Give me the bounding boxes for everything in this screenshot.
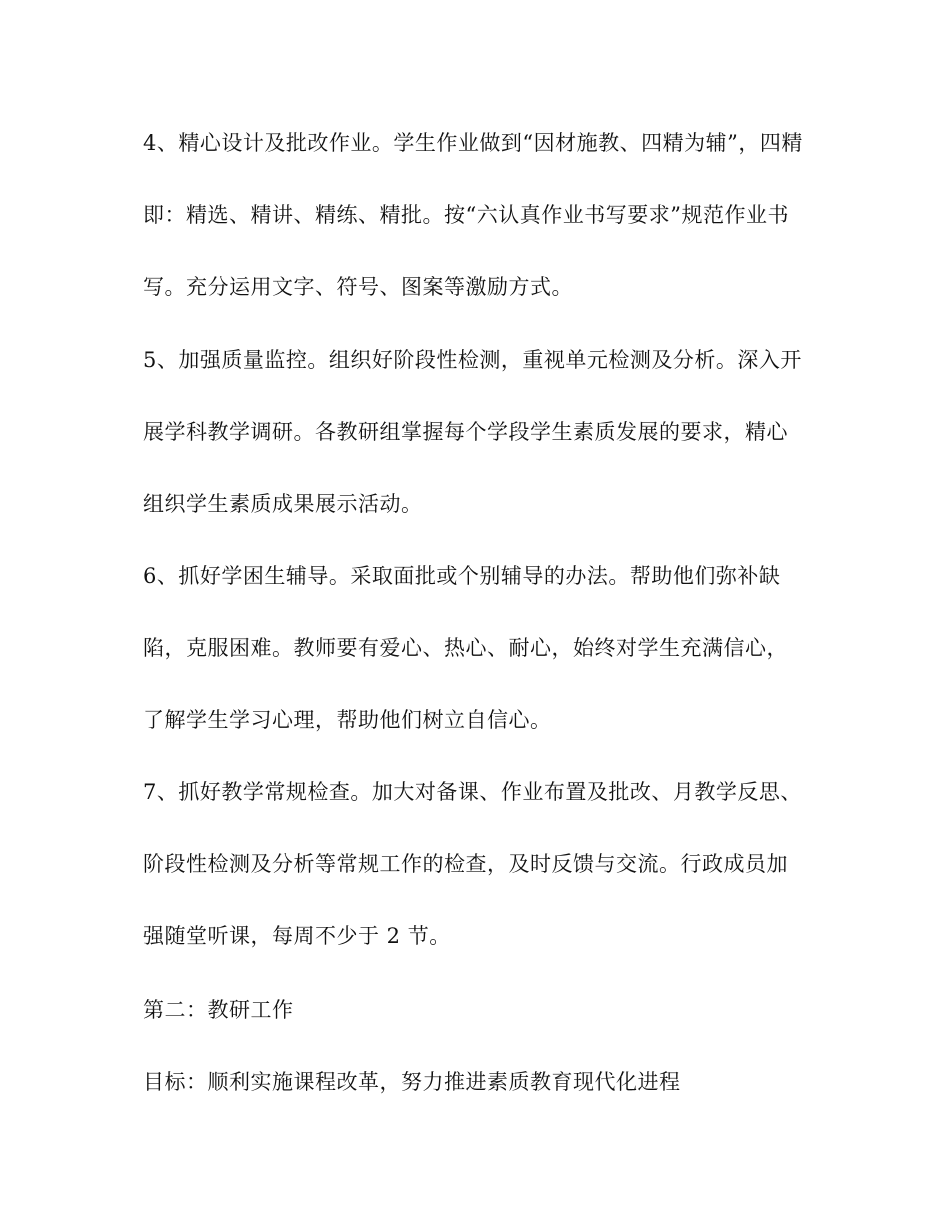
text-line-9: 了解学生学习心理，帮助他们树立自信心。 [143,708,552,732]
text-line-2: 即：精选、精讲、精练、精批。按“六认真作业书写要求”规范作业书 [143,203,789,227]
text-line-5: 展学科教学调研。各教研组掌握每个学段学生素质发展的要求，精心 [143,420,788,444]
section-heading: 第二：教研工作 [143,998,294,1022]
text-line-12: 强随堂听课，每周不少于 2 节。 [143,924,451,948]
text-line-7: 6、抓好学困生辅导。采取面批或个别辅导的办法。帮助他们弥补缺 [143,564,781,588]
text-line-6: 组织学生素质成果展示活动。 [143,492,423,516]
section-goal: 目标：顺利实施课程改革，努力推进素质教育现代化进程 [143,1070,681,1094]
text-line-1: 4、精心设计及批改作业。学生作业做到“因材施教、四精为辅”，四精 [143,131,803,155]
text-line-3: 写。充分运用文字、符号、图案等激励方式。 [143,275,573,299]
text-line-8: 陷，克服困难。教师要有爱心、热心、耐心，始终对学生充满信心， [143,636,788,660]
text-line-10: 7、抓好教学常规检查。加大对备课、作业布置及批改、月教学反思、 [143,780,802,804]
text-line-4: 5、加强质量监控。组织好阶段性检测，重视单元检测及分析。深入开 [143,348,802,372]
text-line-11: 阶段性检测及分析等常规工作的检查，及时反馈与交流。行政成员加 [143,852,788,876]
